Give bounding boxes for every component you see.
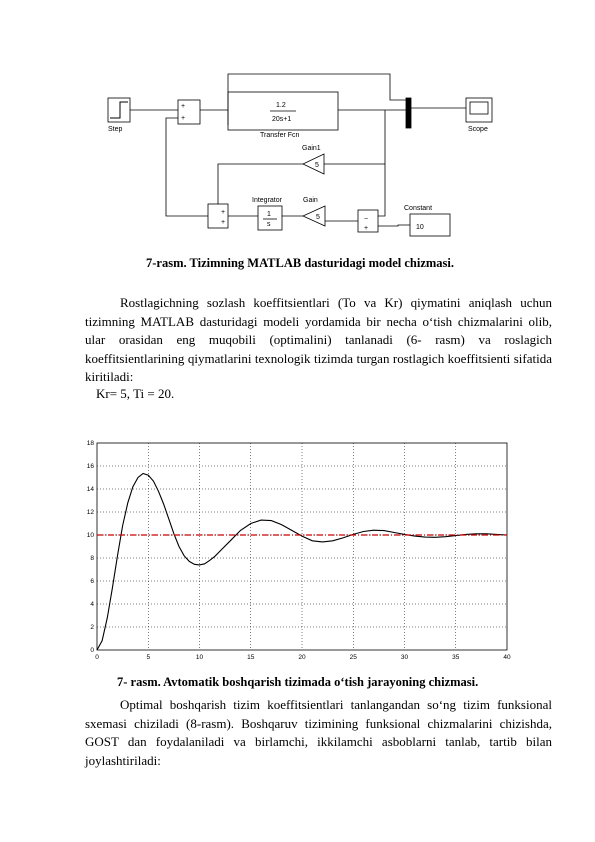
scope-label: Scope [468, 126, 488, 133]
x-tick-label: 30 [400, 654, 409, 661]
mux-block [406, 98, 411, 128]
x-tick-label: 10 [195, 654, 204, 661]
sum1-sign-a: + [181, 103, 186, 110]
scope-icon [470, 102, 488, 114]
y-tick-label: 6 [90, 578, 94, 585]
figure-caption-model: 7-rasm. Tizimning MATLAB dasturidagi model chizmasi. [146, 256, 455, 270]
paragraph-2-text: Optimal boshqarish tizim koeffitsientlari tanlangandan so‘ng tizim funksional sxemasi chiziladi (8-rasm). Boshqaruv tizimining funksional chizmalarini chizishda, GOST dan foydalaniladi va birlamchi, ikkilamchi asboblarni tanlab, tartib bilan joylashtiriladi: [85, 697, 552, 768]
plot-frame [97, 443, 507, 650]
parameter-values: Kr= 5, Ti = 20. [96, 386, 175, 401]
tf-denominator: 20s+1 [272, 116, 292, 123]
gain1-label: Gain1 [302, 145, 321, 152]
integrator-den: s [267, 221, 271, 228]
integrator-num: 1 [267, 211, 271, 218]
figure-caption-chart: 7- rasm. Avtomatik boshqarish tizimada o‘tish jarayoning chizmasi. [117, 675, 479, 689]
tf-name-label: Transfer Fcn [260, 132, 300, 139]
y-tick-label: 12 [86, 509, 94, 516]
constant-value: 10 [416, 224, 424, 231]
x-tick-label: 35 [452, 654, 460, 661]
y-tick-label: 14 [86, 486, 94, 493]
paragraph-1 [85, 294, 552, 387]
step-label: Step [108, 126, 123, 133]
transient-response-chart [82, 440, 518, 670]
simulink-diagram [100, 70, 500, 240]
y-tick-label: 8 [90, 555, 94, 562]
gain-value: 5 [316, 214, 320, 221]
y-tick-label: 0 [90, 647, 94, 654]
gain-label: Gain [303, 197, 318, 204]
sum2-sign-a: + [221, 209, 226, 216]
step-icon [110, 102, 128, 118]
gain1-block [303, 154, 324, 174]
paragraph-1-text: Rostlagichning sozlash koeffitsientlari (To va Kr) qiymatini aniqlash uchun tizimning MATLAB dasturidagi modeli yordamida bir necha o‘tish chizmalarini olib, ular orasidan eng muqobili (optimalini) tanlanadi (6- rasm) va roslagich koeffitsientlarining qiymatlarini texnologik tizimda turgan rostlagich koeffitsienti sifatida kiritiladi: [85, 295, 552, 384]
tf-numerator: 1.2 [276, 102, 286, 109]
constant-label: Constant [404, 205, 433, 212]
sum2-sign-b: + [221, 219, 226, 226]
paragraph-2 [85, 696, 552, 770]
x-tick-label: 15 [247, 654, 255, 661]
gain-block [303, 206, 325, 226]
x-tick-label: 20 [298, 654, 306, 661]
y-tick-label: 10 [86, 532, 94, 539]
y-tick-label: 2 [90, 624, 94, 631]
x-tick-label: 40 [503, 654, 511, 661]
y-tick-label: 18 [86, 440, 94, 447]
gain1-value: 5 [315, 162, 319, 169]
sum1-sign-b: + [181, 115, 186, 122]
y-tick-label: 4 [90, 601, 94, 608]
x-tick-label: 25 [349, 654, 357, 661]
sum3-sign-b: + [364, 225, 369, 232]
x-tick-label: 5 [146, 654, 151, 661]
sum3-sign-a: − [364, 216, 369, 223]
y-tick-label: 16 [86, 463, 94, 470]
x-tick-label: 0 [95, 654, 99, 661]
integrator-label: Integrator [252, 197, 282, 204]
